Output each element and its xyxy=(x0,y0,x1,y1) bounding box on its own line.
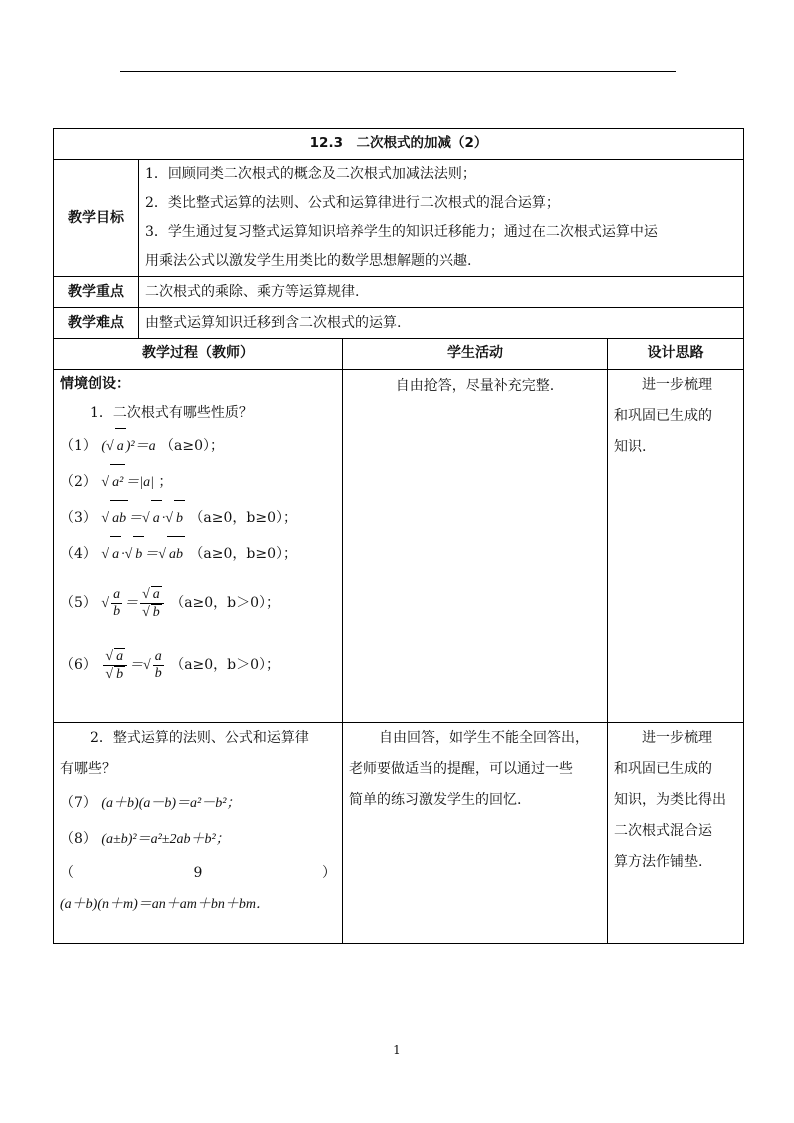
property-formula: $\frac{√ a}{√ b}$ ＝√ $\frac{a}{b}$ xyxy=(105,649,162,683)
lesson-plan-table xyxy=(53,128,744,944)
section2-student-line: 简单的练习激发学生的回忆. xyxy=(349,792,522,808)
column-header-student: 学生活动 xyxy=(343,339,608,370)
formula-number: （7） xyxy=(60,795,97,811)
property-formula: √ $\frac{a}{b}$ ＝ $\frac{√ a}{√ b}$ xyxy=(101,596,165,611)
formula-9-label xyxy=(60,857,336,889)
property-number: （2） xyxy=(60,474,97,490)
paren-open: （ xyxy=(60,865,74,881)
formula-text: (a±b)²＝a²±2ab＋b²； xyxy=(101,832,230,847)
property-number: （6） xyxy=(60,657,97,673)
formula-text: (a＋b)(a－b)＝a²－b²； xyxy=(101,796,241,811)
property-condition: （a≥0，b＞0）； xyxy=(170,595,281,611)
section2-design-line: 和巩固已生成的 xyxy=(614,761,712,777)
property-1 xyxy=(60,428,336,464)
difficulties-label: 教学难点 xyxy=(54,308,139,339)
property-condition: ； xyxy=(158,474,173,490)
objective-item: 3．学生通过复习整式运算知识培养学生的知识迁移能力；通过在二次根式运算中运 xyxy=(145,224,658,240)
property-3 xyxy=(60,500,336,536)
section2-student-cell xyxy=(343,723,608,944)
section1-design-line: 进一步梳理 xyxy=(642,377,712,393)
formula-9-number: 9 xyxy=(193,865,203,881)
formula-number: （8） xyxy=(60,831,97,847)
paren-close: ） xyxy=(321,865,336,881)
section2-question-cont: 有哪些？ xyxy=(60,761,116,777)
section1-question: 1．二次根式有哪些性质？ xyxy=(90,405,253,421)
property-5 xyxy=(60,572,336,634)
formula-8 xyxy=(60,821,336,857)
section2-student-line: 老师要做适当的提醒，可以通过一些 xyxy=(349,761,573,777)
property-formula: √ a² ＝|a| xyxy=(101,475,154,490)
property-condition: （a≥0，b＞0）； xyxy=(170,657,281,673)
section2-design-line: 二次根式混合运 xyxy=(614,823,712,839)
section2-student-line: 自由回答，如学生不能全回答出， xyxy=(379,730,589,746)
property-number: （3） xyxy=(60,510,97,526)
objective-item: 2．类比整式运算的法则、公式和运算律进行二次根式的混合运算； xyxy=(145,195,560,211)
section1-design-line: 知识. xyxy=(614,439,647,455)
property-4 xyxy=(60,536,336,572)
objectives-label: 教学目标 xyxy=(54,160,139,277)
section2-design-line: 算方法作铺垫. xyxy=(614,854,703,870)
property-6 xyxy=(60,634,336,696)
section1-student-cell xyxy=(343,370,608,723)
property-number: （1） xyxy=(60,438,97,454)
section2-design-line: 进一步梳理 xyxy=(642,730,712,746)
section2-design-cell xyxy=(608,723,744,944)
property-2 xyxy=(60,464,336,500)
formula-9: (a＋b)(n＋m)＝an＋am＋bn＋bm． xyxy=(60,897,270,912)
objectives-content xyxy=(139,160,744,277)
property-condition: （a≥0，b≥0）； xyxy=(189,546,297,562)
section1-student-text: 自由抢答，尽量补充完整. xyxy=(395,378,555,394)
property-formula: √ ab ＝√ a ·√ b xyxy=(101,511,185,526)
section1-heading: 情境创设： xyxy=(60,376,130,392)
property-formula: √ a ·√ b ＝√ ab xyxy=(101,547,185,562)
section1-teacher-cell xyxy=(54,370,343,723)
objective-item: 用乘法公式以激发学生用类比的数学思想解题的兴趣. xyxy=(145,253,472,269)
formula-7 xyxy=(60,785,336,821)
page-number: 1 xyxy=(393,1043,401,1057)
section2-teacher-cell xyxy=(54,723,343,944)
key-points-text: 二次根式的乘除、乘方等运算规律. xyxy=(139,277,744,308)
property-number: （5） xyxy=(60,595,97,611)
difficulties-text: 由整式运算知识迁移到含二次根式的运算. xyxy=(139,308,744,339)
property-formula: (√ a )²＝a xyxy=(101,439,155,454)
property-condition: （a≥0，b≥0）； xyxy=(189,510,297,526)
section2-question: 2．整式运算的法则、公式和运算律 xyxy=(90,730,309,746)
section1-design-line: 和巩固已生成的 xyxy=(614,408,712,424)
column-header-teacher: 教学过程（教师） xyxy=(54,339,343,370)
column-header-design: 设计思路 xyxy=(608,339,744,370)
key-points-label: 教学重点 xyxy=(54,277,139,308)
property-condition: （a≥0）； xyxy=(160,438,225,454)
property-number: （4） xyxy=(60,546,97,562)
section2-design-line: 知识，为类比得出 xyxy=(614,792,726,808)
objective-item: 1．回顾同类二次根式的概念及二次根式加减法法则； xyxy=(145,166,476,182)
header-rule xyxy=(120,71,676,72)
lesson-title: 12.3 二次根式的加减（2） xyxy=(54,129,744,160)
section1-design-cell xyxy=(608,370,744,723)
